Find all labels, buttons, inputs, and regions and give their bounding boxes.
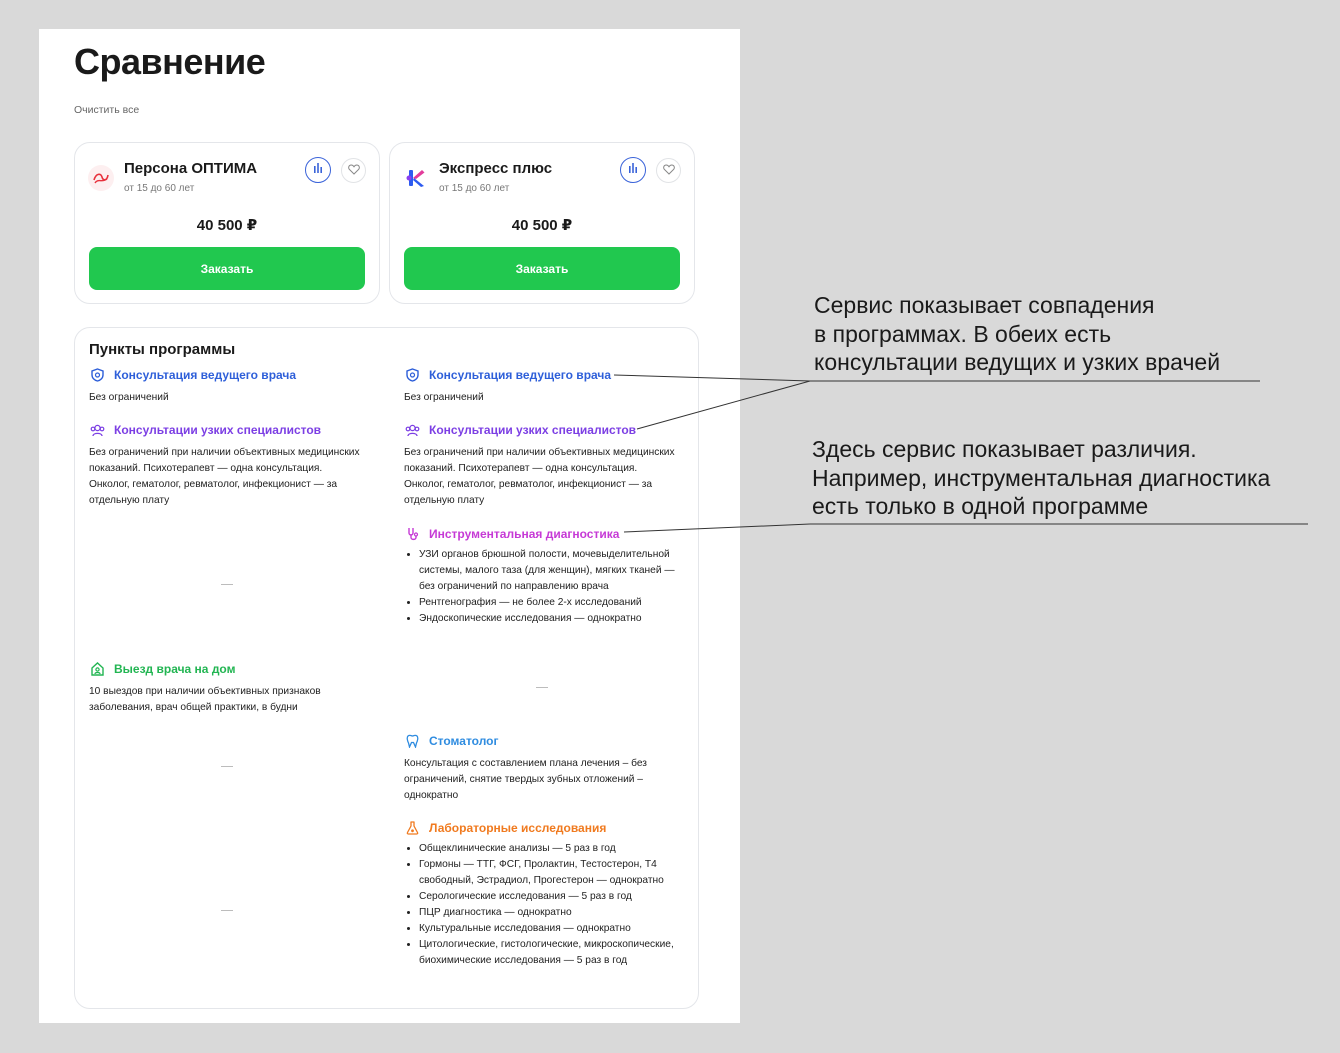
program-price: 40 500 ₽ xyxy=(196,217,258,234)
list-item: • ПЦР диагностика — однократно xyxy=(419,905,679,921)
feature-title: Консультация ведущего врача xyxy=(429,368,612,382)
list-item: • УЗИ органов брюшной полости, мочевыделительной системы, малого таза (для женщин), мягких тканей — без ограничений по направлению врача xyxy=(419,547,679,595)
list-item: • Общеклинические анализы — 5 раз в год xyxy=(419,841,679,857)
annotation-line: Сервис показывает совпадения xyxy=(814,292,1155,318)
feature-description: 10 выездов при наличии объективных признаков заболевания, врач общей практики, в будни xyxy=(89,686,321,713)
order-button[interactable]: Заказать xyxy=(404,247,680,290)
annotation-line: Например, инструментальная диагностика xyxy=(812,464,1271,491)
program-age: от 15 до 60 лет xyxy=(124,183,195,194)
annotation-line: есть только в одной программе xyxy=(812,493,1149,519)
annotation-differences xyxy=(812,435,1270,521)
program-age: от 15 до 60 лет xyxy=(439,183,510,194)
feature-title: Стоматолог xyxy=(429,734,499,748)
feature-title: Консультации узких специалистов xyxy=(114,423,322,437)
list-item: • Цитологические, гистологические, микроскопические, биохимические исследования — 5 раз в год xyxy=(419,937,679,969)
program-price: 40 500 ₽ xyxy=(511,217,573,234)
annotation-line: консультации ведущих и узких врачей xyxy=(814,349,1221,375)
feature-description: Без ограничений xyxy=(89,392,169,403)
feature-title: Консультация ведущего врача xyxy=(114,368,297,382)
clear-all-link[interactable]: Очистить все xyxy=(74,104,140,116)
list-item: • Эндоскопические исследования — однократно xyxy=(419,611,679,627)
feature-description: Без ограничений при наличии объективных медицинских показаний. Психотерапевт — одна консультация. Онколог, гематолог, ревматолог, инфекционист — за отдельную плату xyxy=(89,447,360,506)
list-item: • Серологические исследования — 5 раз в год xyxy=(419,889,679,905)
feature-description: Консультация с составлением плана лечения – без ограничений, снятие твердых зубных отложений – однократно xyxy=(404,758,647,801)
feature-title: Инструментальная диагностика xyxy=(429,527,620,541)
list-item: • Культуральные исследования — однократно xyxy=(419,921,679,937)
feature-title: Лабораторные исследования xyxy=(429,821,607,835)
list-item: • Гормоны — ТТГ, ФСГ, Пролактин, Тестостерон, Т4 свободный, Эстрадиол, Прогестерон — однократно xyxy=(419,857,679,889)
list-item: • Рентгенография — не более 2-х исследований xyxy=(419,595,679,611)
feature-description: Без ограничений xyxy=(404,392,484,403)
program-name: Персона ОПТИМА xyxy=(124,160,258,177)
order-button[interactable]: Заказать xyxy=(89,247,365,290)
feature-title: Консультации узких специалистов xyxy=(429,423,637,437)
annotation-similarities xyxy=(814,291,1220,377)
section-title: Пункты программы xyxy=(89,341,236,358)
feature-description: Без ограничений при наличии объективных медицинских показаний. Психотерапевт — одна консультация. Онколог, гематолог, ревматолог, инфекционист — за отдельную плату xyxy=(404,447,675,506)
annotation-line: в программах. В обеих есть xyxy=(814,320,1112,347)
page-title: Сравнение xyxy=(74,41,266,82)
feature-title: Выезд врача на дом xyxy=(114,662,236,676)
program-name: Экспресс плюс xyxy=(439,160,553,177)
annotation-line: Здесь сервис показывает различия. xyxy=(812,436,1197,462)
